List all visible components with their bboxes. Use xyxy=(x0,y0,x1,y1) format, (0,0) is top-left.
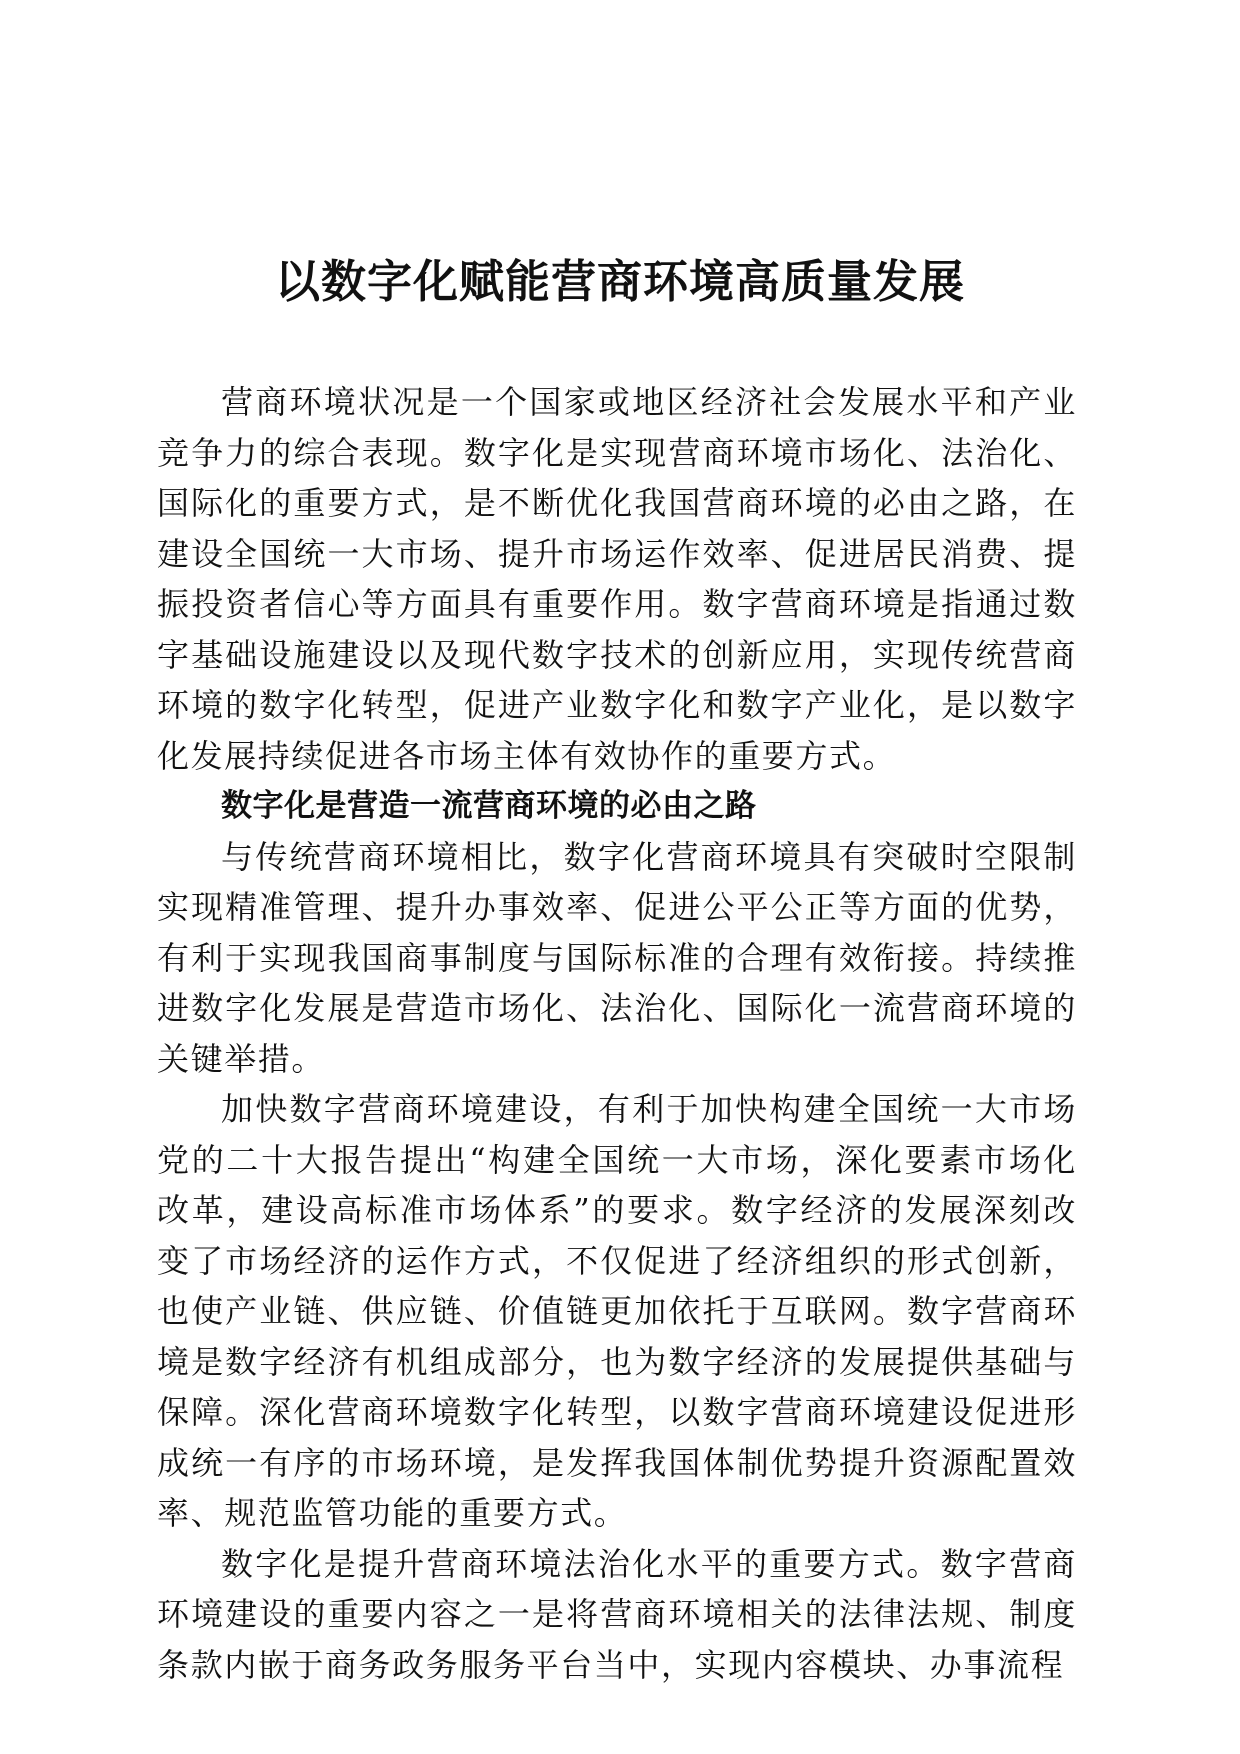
paragraph-rule-of-law: 数字化是提升营商环境法治化水平的重要方式。数字营商环境建设的重要内容之一是将营商环境相关的法律法规、制度条款内嵌于商务政务服务平台当中，实现内容模块、办事流程 xyxy=(157,1544,1077,1684)
paragraph-unified-market: 加快数字营商环境建设，有利于加快构建全国统一大市场党的二十大报告提出“构建全国统一大市场，深化要素市场化改革，建设高标准市场体系”的要求。数字经济的发展深刻改变了市场经济的运作方式，不仅促进了经济组织的形式创新，也使产业链、供应链、价值链更加依托于互联网。数字营商环境是数字经济有机组成部分，也为数字经济的发展提供基础与保障。深化营商环境数字化转型，以数字营商环境建设促进形成统一有序的市场环境，是发挥我国体制优势提升资源配置效率、规范监管功能的重要方式。 xyxy=(157,1090,1077,1532)
article-body xyxy=(157,377,1077,1690)
paragraph-advantages: 与传统营商环境相比，数字化营商环境具有突破时空限制实现精准管理、提升办事效率、促进公平公正等方面的优势，有利于实现我国商事制度与国际标准的合理有效衔接。持续推进数字化发展是营造市场化、法治化、国际化一流营商环境的关键举措。 xyxy=(157,837,1077,1078)
section-heading: 数字化是营造一流营商环境的必由之路 xyxy=(221,788,757,824)
paragraph-intro: 营商环境状况是一个国家或地区经济社会发展水平和产业竞争力的综合表现。数字化是实现营商环境市场化、法治化、国际化的重要方式，是不断优化我国营商环境的必由之路，在建设全国统一大市场、提升市场运作效率、促进居民消费、提振投资者信心等方面具有重要作用。数字营商环境是指通过数字基础设施建设以及现代数字技术的创新应用，实现传统营商环境的数字化转型，促进产业数字化和数字产业化，是以数字化发展持续促进各市场主体有效协作的重要方式。 xyxy=(157,383,1077,775)
page-title: 以数字化赋能营商环境高质量发展 xyxy=(274,255,965,308)
